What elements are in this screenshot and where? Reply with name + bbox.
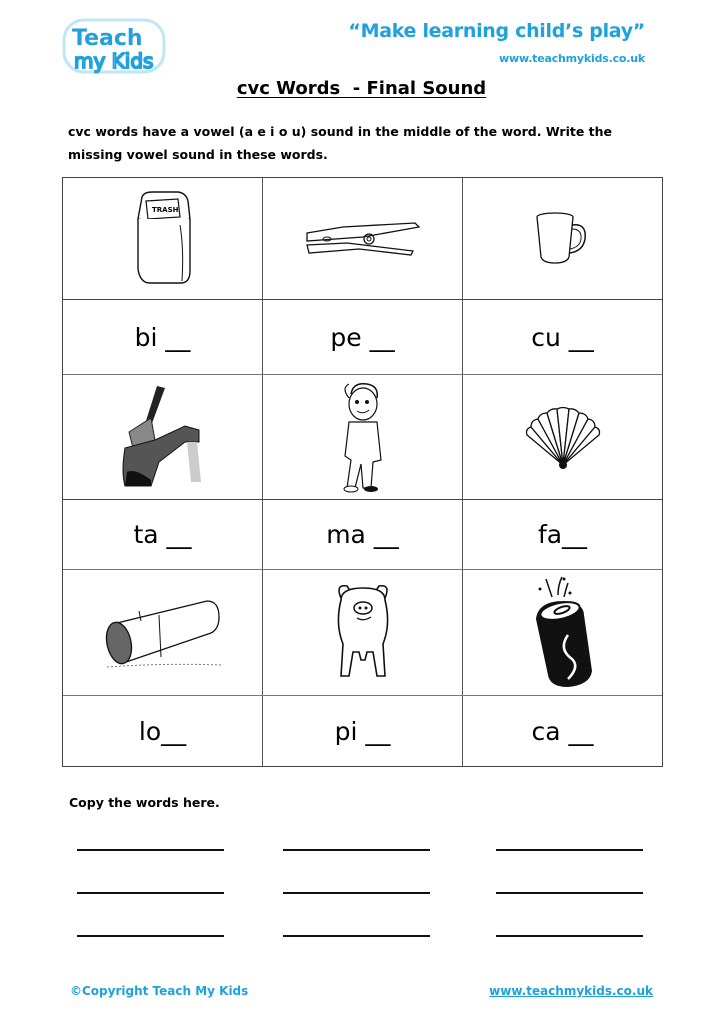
cup-icon — [533, 211, 593, 266]
copyright-notice: ©Copyright Teach My Kids — [70, 984, 249, 998]
picture-cell — [263, 375, 462, 499]
copy-line[interactable] — [283, 892, 430, 894]
clothes-peg-icon — [303, 219, 423, 259]
picture-cell — [463, 570, 662, 695]
copy-line[interactable] — [496, 849, 643, 851]
word-ta: ta __ — [133, 520, 192, 549]
page-title — [0, 78, 723, 99]
copy-line[interactable] — [77, 892, 224, 894]
picture-cell — [263, 570, 462, 695]
word-fa: fa__ — [537, 520, 588, 549]
picture-cell — [263, 178, 462, 299]
picture-cell — [463, 178, 662, 299]
logo-line2: my Kids — [74, 49, 154, 73]
picture-cell — [63, 178, 262, 299]
footer-website-link[interactable]: www.teachmykids.co.uk — [489, 984, 653, 998]
picture-cell — [463, 375, 662, 499]
word-cell[interactable] — [263, 300, 462, 374]
man-icon — [333, 380, 393, 495]
word-cell[interactable] — [263, 696, 462, 766]
word-cell[interactable] — [463, 500, 662, 569]
copy-line[interactable] — [283, 935, 430, 937]
copy-line[interactable] — [496, 892, 643, 894]
copy-line[interactable] — [283, 849, 430, 851]
copy-line[interactable] — [496, 935, 643, 937]
copy-line[interactable] — [77, 849, 224, 851]
page-title-text: cvc Words - Final Sound — [236, 78, 487, 99]
word-bi: bi __ — [134, 322, 191, 352]
word-cell[interactable] — [263, 500, 462, 569]
copy-line[interactable] — [77, 935, 224, 937]
header-website-link[interactable]: www.teachmykids.co.uk — [499, 52, 645, 65]
tagline: “Make learning child’s play” — [348, 20, 645, 42]
word-lo: lo__ — [138, 716, 187, 746]
word-pi: pi __ — [334, 716, 391, 746]
word-cell[interactable] — [463, 696, 662, 766]
tap-icon — [115, 382, 210, 492]
svg-text:TRASH: TRASH — [151, 205, 178, 214]
picture-cell — [63, 570, 262, 695]
word-ca: ca __ — [531, 716, 594, 746]
can-icon — [528, 575, 598, 690]
word-cell[interactable] — [63, 696, 262, 766]
pig-icon — [333, 580, 393, 685]
word-ma: ma __ — [326, 520, 399, 549]
word-pe: pe __ — [330, 322, 395, 352]
word-picture-grid — [62, 177, 663, 767]
instructions: cvc words have a vowel (a e i o u) sound in the middle of the word. Write the missing vowel sound in these words. — [68, 124, 613, 162]
fan-icon — [523, 405, 603, 470]
trash-bin-icon — [128, 189, 198, 289]
log-icon — [103, 593, 223, 673]
word-cell[interactable] — [63, 300, 262, 374]
word-cu: cu __ — [531, 322, 594, 352]
logo-line1: Teach — [72, 26, 143, 51]
teach-my-kids-logo — [62, 18, 166, 74]
picture-cell — [63, 375, 262, 499]
word-cell[interactable] — [463, 300, 662, 374]
copy-instructions: Copy the words here. — [69, 795, 220, 810]
word-cell[interactable] — [63, 500, 262, 569]
